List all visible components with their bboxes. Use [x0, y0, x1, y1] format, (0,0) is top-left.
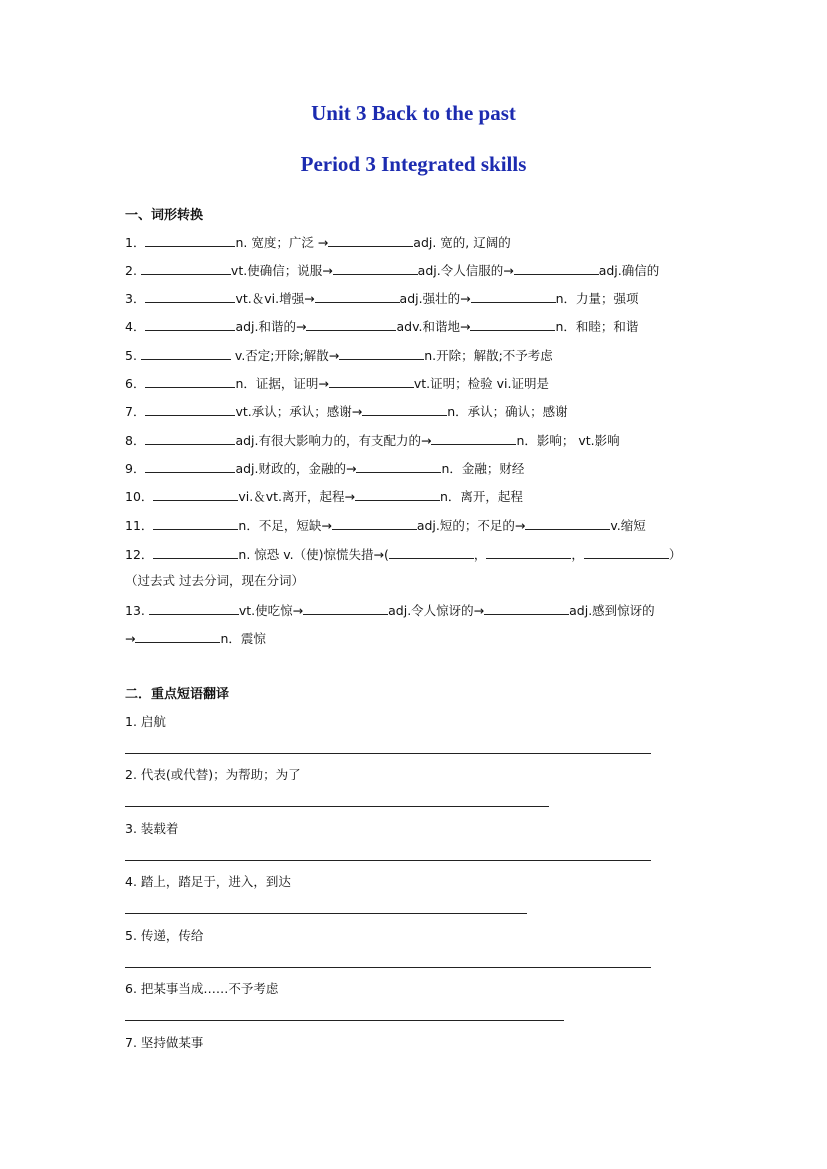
item-number: 2. — [125, 263, 137, 278]
item-number: 7． — [125, 404, 146, 419]
item-text: vt.证明；检验 vi.证明是 — [413, 376, 549, 391]
item-text: n. 宽度；广泛 → — [235, 235, 329, 250]
item-number: 11． — [125, 518, 154, 533]
item-text: adj.令人惊讶的→ — [388, 603, 485, 618]
item-text: vi.＆vt.离开，起程→ — [238, 489, 355, 504]
answer-blank[interactable] — [484, 601, 569, 615]
answer-blank[interactable] — [333, 261, 418, 275]
item-number: 10． — [125, 489, 154, 504]
answer-blank[interactable] — [339, 346, 424, 360]
word-form-item-11 — [125, 516, 646, 534]
answer-blank[interactable] — [141, 346, 231, 360]
phrase-item-5: 5. 传递，传给 — [125, 928, 204, 943]
answer-blank[interactable] — [329, 374, 414, 388]
answer-blank[interactable] — [470, 317, 555, 331]
item-text: n．金融；财经 — [441, 461, 525, 476]
phrase-item-3: 3. 装载着 — [125, 821, 179, 836]
answer-blank[interactable] — [355, 487, 440, 501]
item-text: adj.令人信服的→ — [417, 263, 514, 278]
item-number: 9． — [125, 461, 146, 476]
answer-blank[interactable] — [356, 459, 441, 473]
answer-line[interactable] — [125, 967, 651, 968]
item-text: v.缩短 — [610, 518, 646, 533]
word-form-item-7 — [125, 402, 568, 420]
answer-blank[interactable] — [306, 317, 396, 331]
answer-blank[interactable] — [525, 516, 610, 530]
section-heading-phrases: 二．重点短语翻译 — [125, 687, 230, 702]
item-text: vt.使确信；说服→ — [230, 263, 333, 278]
answer-blank[interactable] — [315, 289, 400, 303]
answer-blank[interactable] — [145, 233, 235, 247]
word-form-item-2 — [125, 261, 659, 279]
word-form-item-3 — [125, 289, 639, 307]
answer-blank[interactable] — [303, 601, 388, 615]
answer-blank[interactable] — [145, 289, 235, 303]
item-text: n．震惊 — [220, 631, 266, 646]
answer-blank[interactable] — [145, 402, 235, 416]
phrase-item-7: 7. 坚持做某事 — [125, 1035, 204, 1050]
phrase-item-1: 1. 启航 — [125, 714, 166, 729]
item-text: adj.确信的 — [598, 263, 660, 278]
item-text: （过去式 过去分词，现在分词） — [125, 573, 304, 588]
item-text: adj.和谐的→ — [235, 319, 307, 334]
arrow-icon: → — [125, 631, 136, 646]
item-text: n．承认；确认；感谢 — [447, 404, 568, 419]
item-number: 8． — [125, 433, 146, 448]
item-text: n.开除；解散;不予考虑 — [424, 348, 553, 363]
answer-blank[interactable] — [153, 516, 238, 530]
answer-blank[interactable] — [153, 545, 238, 559]
answer-blank[interactable] — [389, 545, 474, 559]
word-form-item-13-continued — [125, 629, 266, 647]
word-form-item-4 — [125, 317, 638, 335]
item-text: adj.感到惊讶的 — [569, 603, 655, 618]
item-text: vt.承认；承认；感谢→ — [235, 404, 363, 419]
answer-line[interactable] — [125, 860, 651, 861]
unit-title: Unit 3 Back to the past — [311, 101, 516, 125]
item-text: adj.有很大影响力的，有支配力的→ — [235, 433, 432, 448]
item-text: n．证据，证明→ — [235, 376, 329, 391]
answer-line[interactable] — [125, 806, 549, 807]
answer-blank[interactable] — [153, 487, 238, 501]
item-number: 12． — [125, 547, 154, 562]
item-text: adj.短的；不足的→ — [416, 518, 526, 533]
item-text: n．影响； vt.影响 — [516, 433, 620, 448]
item-number: 3． — [125, 291, 146, 306]
item-text: adj.财政的，金融的→ — [235, 461, 357, 476]
answer-blank[interactable] — [149, 601, 239, 615]
answer-blank[interactable] — [514, 261, 599, 275]
item-text: adv.和谐地→ — [396, 319, 471, 334]
item-text: ， — [571, 547, 584, 562]
word-form-item-10 — [125, 487, 523, 505]
word-form-item-12-note — [125, 573, 304, 589]
answer-blank[interactable] — [135, 629, 220, 643]
item-text: n. 惊恐 v.（使)惊慌失措→( — [238, 547, 389, 562]
item-text: vt.使吃惊→ — [238, 603, 304, 618]
word-form-item-8 — [125, 431, 620, 449]
word-form-item-6 — [125, 374, 549, 392]
item-text: adj. 宽的, 辽阔的 — [413, 235, 511, 250]
answer-blank[interactable] — [328, 233, 413, 247]
item-text: n．不足，短缺→ — [238, 518, 332, 533]
item-text: vt.＆vi.增强→ — [235, 291, 315, 306]
answer-blank[interactable] — [332, 516, 417, 530]
answer-blank[interactable] — [145, 317, 235, 331]
item-number: 4． — [125, 319, 146, 334]
answer-blank[interactable] — [145, 431, 235, 445]
section-heading-word-forms: 一、词形转换 — [125, 208, 204, 223]
answer-blank[interactable] — [145, 459, 235, 473]
word-form-item-9 — [125, 459, 524, 477]
item-number: 6． — [125, 376, 146, 391]
word-form-item-1 — [125, 233, 511, 251]
answer-line[interactable] — [125, 1020, 564, 1021]
item-text: n．离开，起程 — [440, 489, 523, 504]
item-text: ， — [473, 547, 487, 562]
answer-blank[interactable] — [471, 289, 556, 303]
word-form-item-5 — [125, 346, 553, 364]
item-text: n．力量；强项 — [555, 291, 639, 306]
item-text: ） — [668, 547, 682, 562]
item-text: n．和睦；和谐 — [555, 319, 639, 334]
phrase-item-6: 6. 把某事当成……不予考虑 — [125, 981, 279, 996]
item-number: 5. — [125, 348, 137, 363]
answer-blank[interactable] — [362, 402, 447, 416]
item-text: adj.强壮的→ — [399, 291, 471, 306]
item-number: 13. — [125, 603, 145, 618]
answer-line[interactable] — [125, 913, 527, 914]
word-form-item-12 — [125, 545, 681, 563]
answer-blank[interactable] — [141, 261, 231, 275]
answer-blank[interactable] — [145, 374, 235, 388]
word-form-item-13 — [125, 601, 655, 619]
period-title: Period 3 Integrated skills — [300, 152, 527, 176]
item-number: 1． — [125, 235, 146, 250]
answer-blank[interactable] — [431, 431, 516, 445]
phrase-item-2: 2. 代表(或代替)；为帮助；为了 — [125, 767, 301, 782]
answer-blank[interactable] — [486, 545, 571, 559]
phrase-item-4: 4. 踏上，踏足于，进入，到达 — [125, 874, 291, 889]
answer-blank[interactable] — [584, 545, 669, 559]
item-text: v.否定;开除;解散→ — [230, 348, 340, 363]
answer-line[interactable] — [125, 753, 651, 754]
